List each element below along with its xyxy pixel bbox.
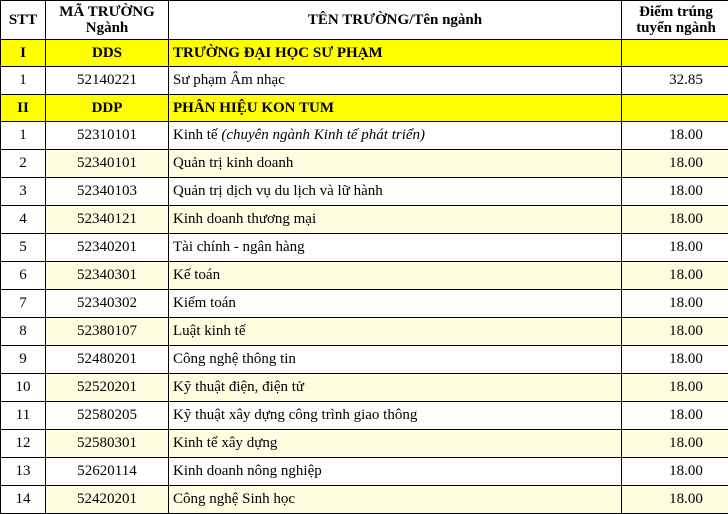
table-row bbox=[1, 234, 728, 262]
section-name: PHÂN HIỆU KON TUM bbox=[169, 95, 622, 122]
row-ma-nganh: 52140221 bbox=[46, 67, 169, 95]
row-ma-nganh: 52340201 bbox=[46, 234, 169, 262]
row-diem: 18.00 bbox=[622, 234, 728, 262]
row-ma-nganh: 52340302 bbox=[46, 290, 169, 318]
row-stt: 1 bbox=[1, 67, 46, 95]
table-row bbox=[1, 318, 728, 346]
table-body bbox=[1, 40, 728, 514]
section-roman: I bbox=[1, 40, 46, 67]
row-diem: 18.00 bbox=[622, 318, 728, 346]
header-row bbox=[1, 1, 728, 40]
row-ma-nganh: 52580205 bbox=[46, 402, 169, 430]
row-ten-nganh-main: Quản trị dịch vụ du lịch và lữ hành bbox=[173, 183, 383, 199]
table-row bbox=[1, 262, 728, 290]
row-ma-nganh: 52420201 bbox=[46, 486, 169, 514]
row-ma-nganh: 52340101 bbox=[46, 150, 169, 178]
row-stt: 9 bbox=[1, 346, 46, 374]
section-row bbox=[1, 40, 728, 67]
row-ma-nganh: 52340103 bbox=[46, 178, 169, 206]
section-name: TRƯỜNG ĐẠI HỌC SƯ PHẠM bbox=[169, 40, 622, 67]
row-ten-nganh bbox=[169, 374, 622, 402]
header-diem bbox=[622, 1, 728, 40]
table-row bbox=[1, 402, 728, 430]
row-ma-nganh: 52340301 bbox=[46, 262, 169, 290]
header-diem-line2: tuyển ngành bbox=[622, 20, 728, 36]
row-diem: 18.00 bbox=[622, 122, 728, 150]
row-stt: 13 bbox=[1, 458, 46, 486]
row-ten-nganh bbox=[169, 234, 622, 262]
row-ma-nganh: 52580301 bbox=[46, 430, 169, 458]
row-ten-nganh bbox=[169, 346, 622, 374]
header-ma-line2: Ngành bbox=[46, 20, 168, 36]
row-ma-nganh: 52480201 bbox=[46, 346, 169, 374]
row-ten-nganh-main: Kinh doanh nông nghiệp bbox=[173, 463, 322, 479]
table-row bbox=[1, 178, 728, 206]
header-ten-truong: TÊN TRƯỜNG/Tên ngành bbox=[169, 1, 622, 40]
table-row bbox=[1, 206, 728, 234]
row-diem: 18.00 bbox=[622, 262, 728, 290]
row-diem: 18.00 bbox=[622, 346, 728, 374]
row-ma-nganh: 52520201 bbox=[46, 374, 169, 402]
row-ten-nganh-main: Kinh tế xây dựng bbox=[173, 435, 277, 451]
row-ten-nganh-main: Kinh tế bbox=[173, 127, 221, 143]
table-row bbox=[1, 122, 728, 150]
row-ten-nganh bbox=[169, 486, 622, 514]
row-ten-nganh-note: (chuyên ngành Kinh tế phát triển) bbox=[221, 127, 425, 143]
table-row bbox=[1, 374, 728, 402]
header-stt: STT bbox=[1, 1, 46, 40]
row-stt: 10 bbox=[1, 374, 46, 402]
row-stt: 1 bbox=[1, 122, 46, 150]
row-stt: 7 bbox=[1, 290, 46, 318]
row-ten-nganh-main: Công nghệ thông tin bbox=[173, 351, 296, 367]
table-row bbox=[1, 346, 728, 374]
header-ma-line1: MÃ TRƯỜNG bbox=[46, 4, 168, 20]
row-diem: 18.00 bbox=[622, 458, 728, 486]
row-diem: 18.00 bbox=[622, 402, 728, 430]
row-ten-nganh bbox=[169, 150, 622, 178]
header-ma-truong bbox=[46, 1, 169, 40]
row-ten-nganh-main: Sư phạm Âm nhạc bbox=[173, 72, 285, 88]
row-ten-nganh bbox=[169, 290, 622, 318]
section-score-empty bbox=[622, 95, 728, 122]
row-stt: 14 bbox=[1, 486, 46, 514]
table-row bbox=[1, 67, 728, 95]
row-ten-nganh bbox=[169, 402, 622, 430]
row-diem: 18.00 bbox=[622, 486, 728, 514]
row-ma-nganh: 52310101 bbox=[46, 122, 169, 150]
row-ten-nganh bbox=[169, 122, 622, 150]
row-ten-nganh bbox=[169, 262, 622, 290]
row-ma-nganh: 52340121 bbox=[46, 206, 169, 234]
row-stt: 2 bbox=[1, 150, 46, 178]
row-ten-nganh-main: Công nghệ Sinh học bbox=[173, 491, 295, 507]
section-code: DDP bbox=[46, 95, 169, 122]
row-ten-nganh-main: Quản trị kinh doanh bbox=[173, 155, 293, 171]
row-diem: 18.00 bbox=[622, 150, 728, 178]
row-ma-nganh: 52380107 bbox=[46, 318, 169, 346]
row-diem: 18.00 bbox=[622, 290, 728, 318]
row-ten-nganh-main: Kinh doanh thương mại bbox=[173, 211, 316, 227]
row-stt: 5 bbox=[1, 234, 46, 262]
row-ten-nganh-main: Kỹ thuật điện, điện tử bbox=[173, 379, 304, 395]
table-row bbox=[1, 150, 728, 178]
table-row bbox=[1, 430, 728, 458]
row-ten-nganh bbox=[169, 430, 622, 458]
row-stt: 3 bbox=[1, 178, 46, 206]
row-ma-nganh: 52620114 bbox=[46, 458, 169, 486]
row-ten-nganh-main: Kiểm toán bbox=[173, 295, 236, 311]
row-ten-nganh bbox=[169, 458, 622, 486]
row-diem: 18.00 bbox=[622, 374, 728, 402]
row-stt: 11 bbox=[1, 402, 46, 430]
section-row bbox=[1, 95, 728, 122]
table-row bbox=[1, 290, 728, 318]
row-diem: 32.85 bbox=[622, 67, 728, 95]
row-diem: 18.00 bbox=[622, 430, 728, 458]
row-stt: 8 bbox=[1, 318, 46, 346]
row-diem: 18.00 bbox=[622, 206, 728, 234]
section-score-empty bbox=[622, 40, 728, 67]
row-diem: 18.00 bbox=[622, 178, 728, 206]
section-code: DDS bbox=[46, 40, 169, 67]
row-ten-nganh bbox=[169, 178, 622, 206]
row-ten-nganh bbox=[169, 206, 622, 234]
row-stt: 6 bbox=[1, 262, 46, 290]
section-roman: II bbox=[1, 95, 46, 122]
row-ten-nganh bbox=[169, 318, 622, 346]
row-stt: 4 bbox=[1, 206, 46, 234]
row-ten-nganh-main: Kế toán bbox=[173, 267, 220, 283]
row-stt: 12 bbox=[1, 430, 46, 458]
row-ten-nganh-main: Tài chính - ngân hàng bbox=[173, 239, 305, 255]
header-diem-line1: Điểm trúng bbox=[622, 4, 728, 20]
table-row bbox=[1, 486, 728, 514]
row-ten-nganh-main: Luật kinh tế bbox=[173, 323, 245, 339]
row-ten-nganh-main: Kỹ thuật xây dựng công trình giao thông bbox=[173, 407, 417, 423]
table-row bbox=[1, 458, 728, 486]
row-ten-nganh bbox=[169, 67, 622, 95]
